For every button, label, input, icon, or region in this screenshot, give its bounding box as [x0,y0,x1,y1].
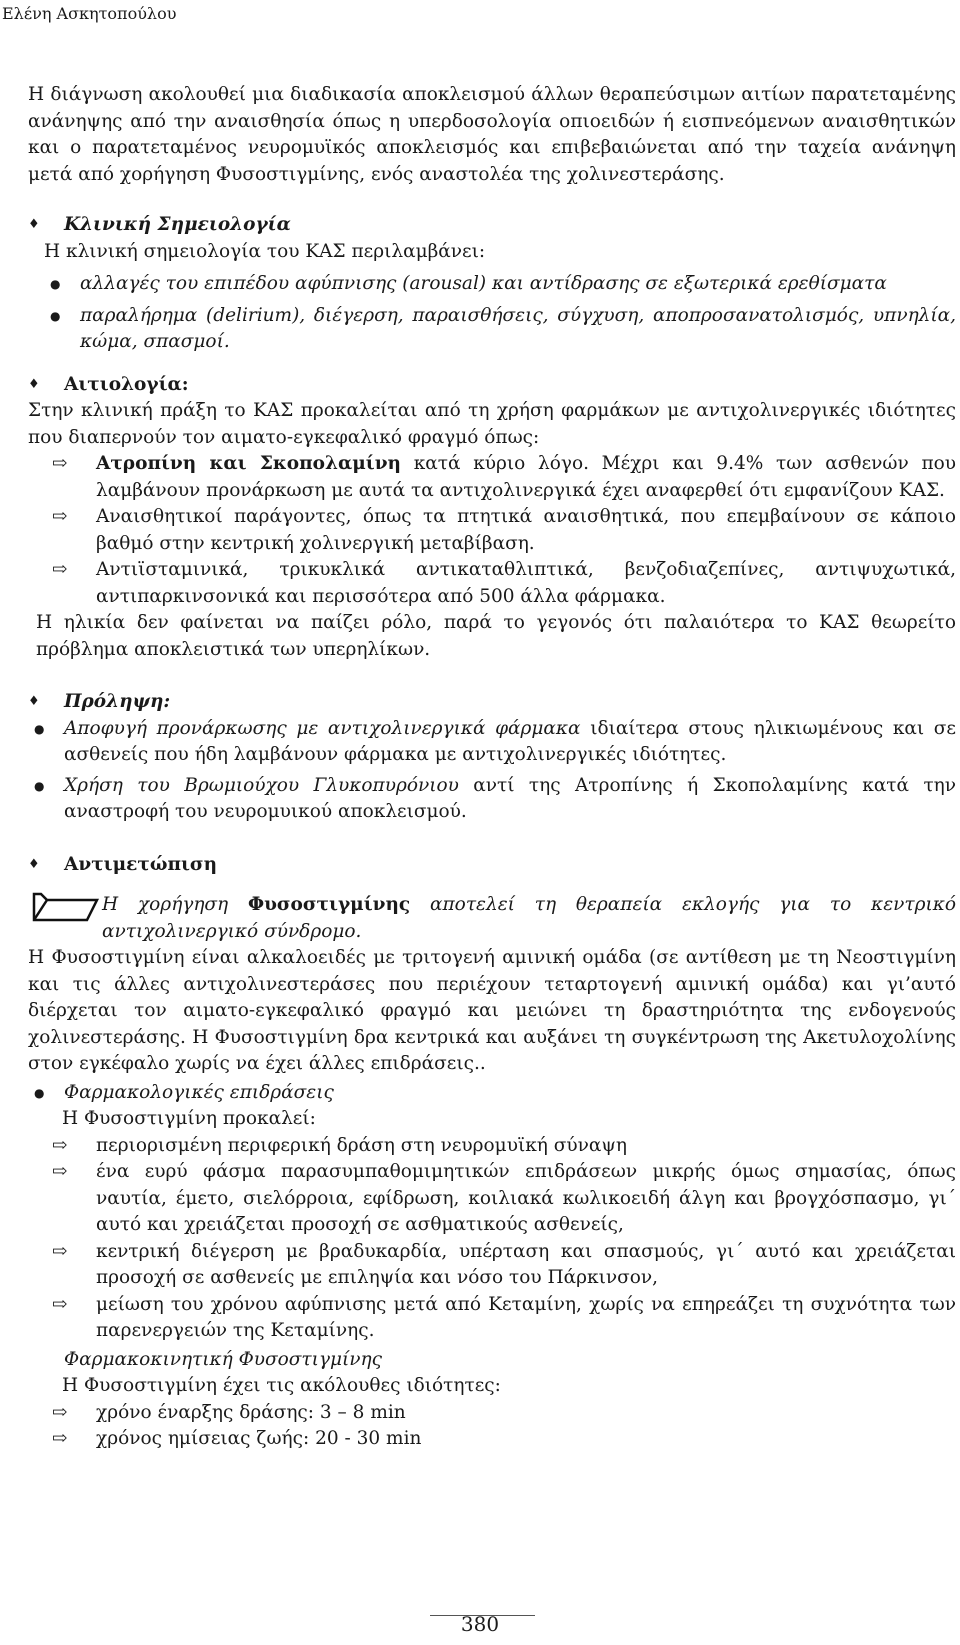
page-number: 380 [460,1612,500,1636]
arrow-right-icon: ⇨ [52,1134,68,1156]
diamond-bullet-icon: ♦ [28,694,40,709]
kin-lead: Η Φυσοστιγμίνη έχει τις ακόλουθες ιδιότητες: [62,1375,501,1396]
bullet-icon: ● [34,1085,45,1100]
page-body [28,82,956,1453]
list-item-text: περιορισμένη περιφερική δράση στη νευρομυϊκή σύναψη [96,1134,627,1156]
list-item-text: Αντιϊσταμινικά, τρικυκλικά αντικαταθλιπτικά, βενζοδιαζεπίνες, αντιψυχωτικά, αντιπαρκινσονικά και περισσότερα από 500 άλλα φάρμακα. [96,559,956,607]
section-prevention-body [28,716,956,826]
list-item [52,1400,956,1427]
list-item-rest: αντί της Ατροπίνης ή Σκοπολαμίνης κατά την αναστροφή του νευρομυικού αποκλεισμού. [64,774,957,822]
list-item-text: παραλήρημα (delirium), διέγερση, παραισθήσεις, σύγχυση, αποπροσανατολισμός, υπνηλία, κώμα, σπασμοί. [80,304,956,352]
list-item [52,1133,956,1160]
section-title: Πρόληψη: [64,691,171,712]
arrow-right-icon: ⇨ [52,1240,68,1262]
folder-note-icon [28,886,102,924]
pharm-lead: Η Φυσοστιγμίνη προκαλεί: [62,1108,316,1129]
list-item [44,303,956,356]
list-item-text: μείωση του χρόνου αφύπνισης μετά από Κεταμίνη, χωρίς να επηρεάζει τη συχνότητα των παρενεργειών της Κεταμίνης. [96,1293,956,1341]
list-item [52,1159,956,1239]
list-item [52,1239,956,1292]
drug-names: Ατροπίνη και Σκοπολαμίνη [96,453,401,474]
arrow-right-icon: ⇨ [52,1401,68,1423]
diamond-bullet-icon: ♦ [28,856,40,872]
list-item [52,451,956,504]
list-item [28,773,956,826]
arrow-right-icon: ⇨ [52,1293,68,1315]
arrow-right-icon: ⇨ [52,1161,68,1182]
section-title: Αιτιολογία: [64,373,189,395]
running-header-author: Ελένη Ασκητοπούλου [2,4,177,23]
section-treatment-body [28,886,956,1453]
list-item [44,271,956,298]
bullet-icon: ● [34,778,45,793]
list-item-text: χρόνο έναρξης δράσης: 3 – 8 min [96,1401,406,1423]
note-text-a: Η χορήγηση [102,894,248,915]
treatment-paragraph: Η Φυσοστιγμίνη είναι αλκαλοειδές με τριτογενή αμινική ομάδα (σε αντίθεση με τη Νεοστιγμίνη και τις άλλες αντιχολινεστεράσες που περιέχουν τεταρτογενή αμινική ομάδα) και γι’αυτό διέρχεται τον αιματο-εγκεφαλικό φραγμό και μειώνει τη δραστηριότητα της ενδογενούς χολινεστεράσης. Η Φυσοστιγμίνη δρα κεντρικά και αυξάνει τη συγκέντρωση της Ακετυλοχολίνης στον εγκέφαλο χωρίς να έχει άλλες επιδράσεις.. [28,947,956,1074]
note-drug: Φυσοστιγμίνης [247,894,411,915]
subsection-title: Φαρμακολογικές επιδράσεις [64,1081,334,1103]
list-item-text: Αναισθητικοί παράγοντες, όπως τα πτητικά αναισθητικά, που επεμβαίνουν σε κάποιο βαθμό στην κεντρική χολινεργική μεταβίβαση. [96,506,956,554]
arrow-right-icon: ⇨ [52,1428,68,1449]
list-item-rest: κατά κύριο λόγο. Μέχρι και 9.4% των ασθενών που λαμβάνουν προνάρκωση με αυτά τα αντιχολινεργικά έχει αναφερθεί ότι εμφανίζουν ΚΑΣ. [96,453,956,501]
clinical-lead: Η κλινική σημειολογία του ΚΑΣ περιλαμβάνει: [44,240,486,262]
section-etiology-body [28,398,956,663]
emphasis: Αποφυγή προνάρκωσης με αντιχολινεργικά φάρμακα [64,717,581,739]
list-item-text: ένα ευρύ φάσμα παρασυμπαθομιμητικών επιδράσεων μικρής όμως σημασίας, όπως ναυτία, έμετο, σιελόρροια, εφίδρωση, κοιλιακά κωλικοειδή άλγη και βρογχόσπασμο, γι΄ αυτό και χρειάζεται προσοχή σε ασθματικούς ασθενείς, [96,1161,956,1235]
list-item-text: αλλαγές του επιπέδου αφύπνισης (arousal) και αντίδρασης σε εξωτερικά ερεθίσματα [80,273,887,294]
section-clinical-body [44,239,956,356]
list-item-text: χρόνος ημίσειας ζωής: 20 - 30 min [96,1428,422,1449]
diamond-bullet-icon: ♦ [28,217,40,232]
diamond-bullet-icon: ♦ [28,376,40,392]
list-item [52,1426,956,1453]
list-item-text [64,773,956,826]
list-item [52,504,956,557]
section-title: Αντιμετώπιση [64,853,218,875]
note-text [102,892,956,945]
section-title: Κλινική Σημειολογία [64,214,291,235]
arrow-right-icon: ⇨ [52,559,68,580]
etiology-closing: Η ηλικία δεν φαίνεται να παίζει ρόλο, παρά το γεγονός ότι παλαιότερα το ΚΑΣ θεωρείτο πρόβλημα αποκλειστικά των υπερηλίκων. [36,612,956,660]
list-item [52,1292,956,1345]
list-item-text [64,716,956,769]
list-item [52,557,956,610]
note-text-c: αποτελεί τη θεραπεία εκλογής για το κεντρικό αντιχολινεργικό σύνδρομο. [102,894,956,942]
section-treatment-heading [28,852,956,879]
bullet-icon: ● [34,721,45,736]
bullet-icon: ● [50,277,61,291]
list-item-text: κεντρική διέγερση με βραδυκαρδία, υπέρταση και σπασμούς, γι΄ αυτό και χρειάζεται προσοχή σε ασθενείς με επιληψία και νόσο του Πάρκινσον, [96,1240,956,1288]
intro-paragraph: Η διάγνωση ακολουθεί μια διαδικασία αποκλεισμού άλλων θεραπεύσιμων αιτίων παρατεταμένης ανάνηψης από την αναισθησία όπως η υπερδοσολογία οπιοειδών ή εισπνεόμενων αναισθητικών και ο παρατεταμένος νευρομυϊκός αποκλεισμός και επιβεβαιώνεται από την ταχεία ανάνηψη μετά από χορήγηση Φυσοστιγμίνης, ενός αναστολέα της χολινεστεράσης. [28,84,956,185]
note-callout [28,886,956,945]
subsection-pharmacology [28,1080,956,1107]
section-prevention-heading [28,689,956,716]
list-item [28,716,956,769]
subsection-title: Φαρμακοκινητική Φυσοστιγμίνης [64,1348,382,1370]
list-item-rest: ιδιαίτερα στους ηλικιωμένους και σε ασθενείς που ήδη λαμβάνουν φάρμακα με αντιχολινεργικές ιδιότητες. [64,717,956,765]
section-etiology-heading [28,372,956,399]
etiology-lead: Στην κλινική πράξη το ΚΑΣ προκαλείται από τη χρήση φαρμάκων με αντιχολινεργικές ιδιότητες που διαπερνούν τον αιματο-εγκεφαλικό φραγμό όπως: [28,400,956,448]
arrow-right-icon: ⇨ [52,506,68,527]
list-item-text [96,451,956,504]
emphasis: Χρήση του Βρωμιούχου Γλυκοπυρόνιου [64,774,459,796]
arrow-right-icon: ⇨ [52,453,68,474]
section-clinical-heading [28,212,956,239]
bullet-icon: ● [50,308,61,323]
subsection-kinetics [28,1347,956,1374]
